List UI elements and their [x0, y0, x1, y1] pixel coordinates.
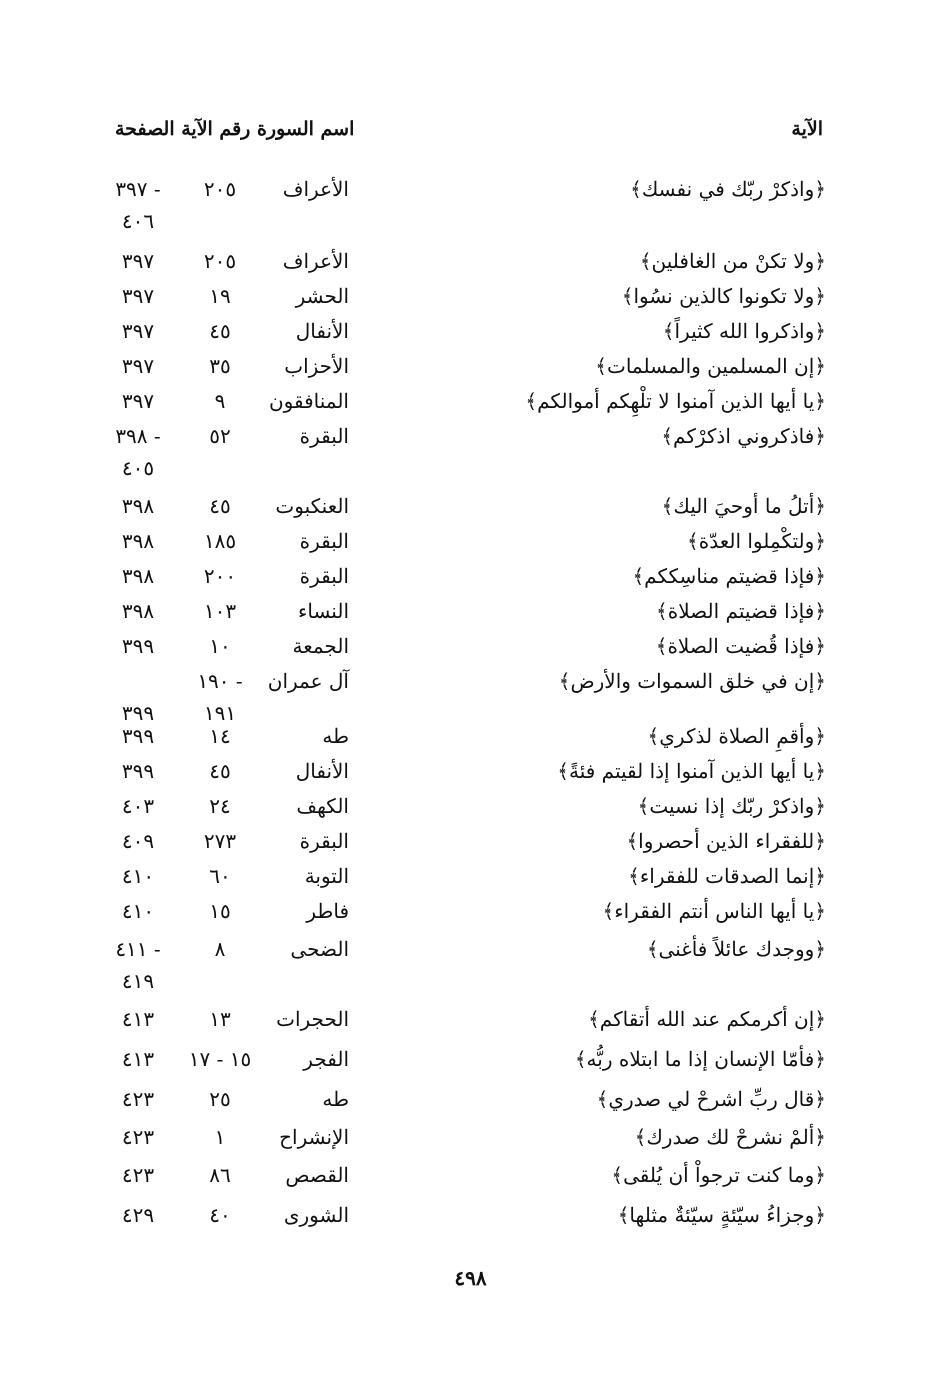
surah-name: الإنشراح: [279, 1125, 349, 1149]
page-number-cell: ٣٩٩: [121, 724, 155, 748]
ayah-text: ﴿ولا تكنْ من الغافلين﴾: [639, 249, 826, 273]
surah-name: القصص: [285, 1163, 349, 1187]
page-number-cell: ٣٩٨: [121, 599, 155, 623]
ayah-number: ١٠٣: [203, 599, 237, 623]
table-row: [0, 279, 941, 313]
ayah-number: ٢٠٠: [203, 564, 237, 588]
surah-name: آل عمران: [267, 669, 349, 693]
ayah-number: ٤٥: [209, 319, 231, 343]
ayah-text: ﴿إن أكرمكم عند الله أتقاكم﴾: [588, 1007, 826, 1031]
surah-name: الحجرات: [276, 1007, 349, 1031]
ayah-number: ٥٢: [209, 424, 231, 448]
ayah-text: ﴿وجزاءُ سيّئةٍ سيّئةٌ مثلها﴾: [617, 1203, 826, 1227]
table-row: [0, 384, 941, 418]
table-row: [0, 754, 941, 788]
ayah-number-continuation: ١٩١: [203, 701, 237, 725]
ayah-number: ٩: [214, 389, 226, 413]
surah-name: البقرة: [299, 829, 349, 853]
page-number-cell: ٤١٠: [121, 899, 155, 923]
page-number-continuation: ٤٠٦: [121, 209, 155, 233]
page-number-cell: ٣٩٨: [121, 529, 155, 553]
page-number-cell: ٤٢٩: [121, 1203, 155, 1227]
ayah-text: ﴿فإذا قُضيت الصلاة﴾: [655, 634, 826, 658]
ayah-text: ﴿ووجدك عائلاً فأغنى﴾: [646, 937, 826, 961]
ayah-number: ١٥: [209, 899, 231, 923]
table-row: [0, 824, 941, 858]
surah-name: طه: [322, 724, 349, 748]
surah-name: الضحى: [290, 937, 349, 961]
surah-name: النساء: [297, 599, 349, 623]
ayah-number: ٦٠: [209, 864, 231, 888]
table-row: [0, 894, 941, 928]
table-row: [0, 859, 941, 893]
ayah-number: ٤٥: [209, 759, 231, 783]
surah-name: الأعراف: [282, 249, 349, 273]
table-row: [0, 1042, 941, 1076]
ayah-number: ٤٠: [209, 1203, 231, 1227]
page-number-cell: ٣٩٨ -: [115, 424, 161, 448]
page-number-cell: ٤٢٣: [121, 1163, 155, 1187]
ayah-number: ٨: [214, 937, 226, 961]
ayah-text: ﴿وأقمِ الصلاة لذكري﴾: [647, 724, 826, 748]
table-row: [0, 789, 941, 823]
ayah-text: ﴿فأمّا الإنسان إذا ما ابتلاه ربُّه﴾: [574, 1047, 826, 1071]
surah-name: المنافقون: [268, 389, 349, 413]
ayah-number: ٢٧٣: [203, 829, 237, 853]
page-number-cell: ٣٩٨: [121, 494, 155, 518]
ayah-text: ﴿إنما الصدقات للفقراء﴾: [628, 864, 826, 888]
page-number-cell: ٣٩٧ -: [115, 177, 161, 201]
page-number-cell: ٤١٣: [121, 1007, 155, 1031]
surah-name: الأنفال: [295, 759, 349, 783]
ayah-text: ﴿يا أيها الذين آمنوا إذا لقيتم فئةً﴾: [557, 759, 826, 783]
table-row: [0, 932, 941, 993]
surah-name: طه: [322, 1087, 349, 1111]
ayah-number: ٣٥: [209, 354, 231, 378]
ayah-number: ٢٠٥: [203, 177, 237, 201]
ayah-number: ١٩: [209, 284, 231, 308]
ayah-number: ١٨٥: [203, 529, 237, 553]
table-row: [0, 719, 941, 753]
table-header: [0, 112, 941, 146]
surah-name: الأعراف: [282, 177, 349, 201]
surah-name: الفجر: [303, 1047, 349, 1071]
ayah-number: ٤٥: [209, 494, 231, 518]
page-number-cell: ٤٠٣: [121, 794, 155, 818]
ayah-number: ٢٠٥: [203, 249, 237, 273]
table-row: [0, 1002, 941, 1036]
surah-name: البقرة: [299, 424, 349, 448]
page-number-cell: ٤١٣: [121, 1047, 155, 1071]
ayah-number: ٨٦: [209, 1163, 231, 1187]
page-number-cell: ٣٩٨: [121, 564, 155, 588]
page-number-cell: ٣٩٧: [121, 319, 155, 343]
ayah-text: ﴿إن في خلق السموات والأرض﴾: [558, 669, 826, 693]
ayah-text: ﴿فإذا قضيتم الصلاة﴾: [656, 599, 826, 623]
page-number: ٤٩٨: [454, 1266, 487, 1290]
ayah-text: ﴿واذكرْ ربّك إذا نسيت﴾: [637, 794, 826, 818]
table-row: [0, 1082, 941, 1116]
surah-name: الأنفال: [295, 319, 349, 343]
ayah-text: ﴿إن المسلمين والمسلمات﴾: [595, 354, 826, 378]
surah-name: فاطر: [306, 899, 349, 923]
ayah-text: ﴿ولا تكونوا كالذين نسُوا﴾: [621, 284, 826, 308]
surah-name: الكهف: [296, 794, 349, 818]
ayah-number: ١٤: [209, 724, 231, 748]
page-number-cell: ٣٩٧: [121, 354, 155, 378]
table-row: [0, 172, 941, 233]
surah-name: الحشر: [295, 284, 349, 308]
ayah-text: ﴿يا أيها الناس أنتم الفقراء﴾: [602, 899, 826, 923]
header-ayah: الآية: [791, 118, 823, 140]
header-meta-columns: اسم السورة رقم الآية الصفحة: [115, 118, 355, 140]
page-number-cell: ٤١٠: [121, 864, 155, 888]
table-row: [0, 594, 941, 628]
page-number-continuation: ٤٠٥: [121, 456, 155, 480]
table-row: [0, 664, 941, 725]
ayah-text: ﴿للفقراء الذين أحصروا﴾: [626, 829, 826, 853]
table-row: [0, 489, 941, 523]
table-row: [0, 559, 941, 593]
ayah-text: ﴿ولتكْمِلوا العدّة﴾: [687, 529, 826, 553]
ayah-text: ﴿يا أيها الذين آمنوا لا تلْهِكم أموالكم﴾: [525, 389, 826, 413]
page-number-cell: ٣٩٩: [121, 759, 155, 783]
page-number-cell: ٣٩٧: [121, 389, 155, 413]
ayah-number: ١٩٠ -: [197, 669, 243, 693]
ayah-text: ﴿واذكروا الله كثيراً﴾: [662, 319, 826, 343]
ayah-text: ﴿قال ربِّ اشرحْ لي صدري﴾: [596, 1087, 826, 1111]
table-row: [0, 349, 941, 383]
page-number-cell: ٤١١ -: [115, 937, 161, 961]
page-number-cell: ٤٢٣: [121, 1125, 155, 1149]
surah-name: التوبة: [304, 864, 349, 888]
ayah-text: ﴿وما كنت ترجواْ أن يُلقى﴾: [611, 1163, 826, 1187]
table-row: [0, 314, 941, 348]
page-number-continuation: ٤١٩: [121, 969, 155, 993]
table-row: [0, 1158, 941, 1192]
ayah-text: ﴿فاذكروني اذكرْكم﴾: [661, 424, 826, 448]
table-row: [0, 419, 941, 480]
surah-name: الجمعة: [292, 634, 349, 658]
page-number-cell: ٤٢٣: [121, 1087, 155, 1111]
table-row: [0, 1198, 941, 1232]
ayah-text: ﴿فإذا قضيتم مناسِككم﴾: [632, 564, 826, 588]
ayah-number: ١٠: [209, 634, 231, 658]
page-number-cell: ٣٩٩: [121, 634, 155, 658]
surah-name: البقرة: [299, 529, 349, 553]
page-number-cell: ٣٩٧: [121, 284, 155, 308]
ayah-number: ١٥ - ١٧: [188, 1047, 252, 1071]
ayah-number: ١٣: [209, 1007, 231, 1031]
ayah-text: ﴿واذكرْ ربّك في نفسك﴾: [630, 177, 826, 201]
table-row: [0, 244, 941, 278]
page-number-cell: ٣٩٧: [121, 249, 155, 273]
ayah-text: ﴿ألمْ نشرحْ لك صدرك﴾: [634, 1125, 826, 1149]
surah-name: الشورى: [283, 1203, 349, 1227]
ayah-text: ﴿أتلُ ما أوحيَ اليك﴾: [661, 494, 826, 518]
table-row: [0, 524, 941, 558]
table-row: [0, 1120, 941, 1154]
surah-name: البقرة: [299, 564, 349, 588]
ayah-number: ١: [214, 1125, 226, 1149]
page-number-continuation: ٣٩٩: [121, 701, 155, 725]
ayah-number: ٢٤: [209, 794, 231, 818]
table-row: [0, 629, 941, 663]
ayah-number: ٢٥: [209, 1087, 231, 1111]
surah-name: العنكبوت: [275, 494, 349, 518]
page-number-cell: ٤٠٩: [121, 829, 155, 853]
surah-name: الأحزاب: [284, 354, 349, 378]
